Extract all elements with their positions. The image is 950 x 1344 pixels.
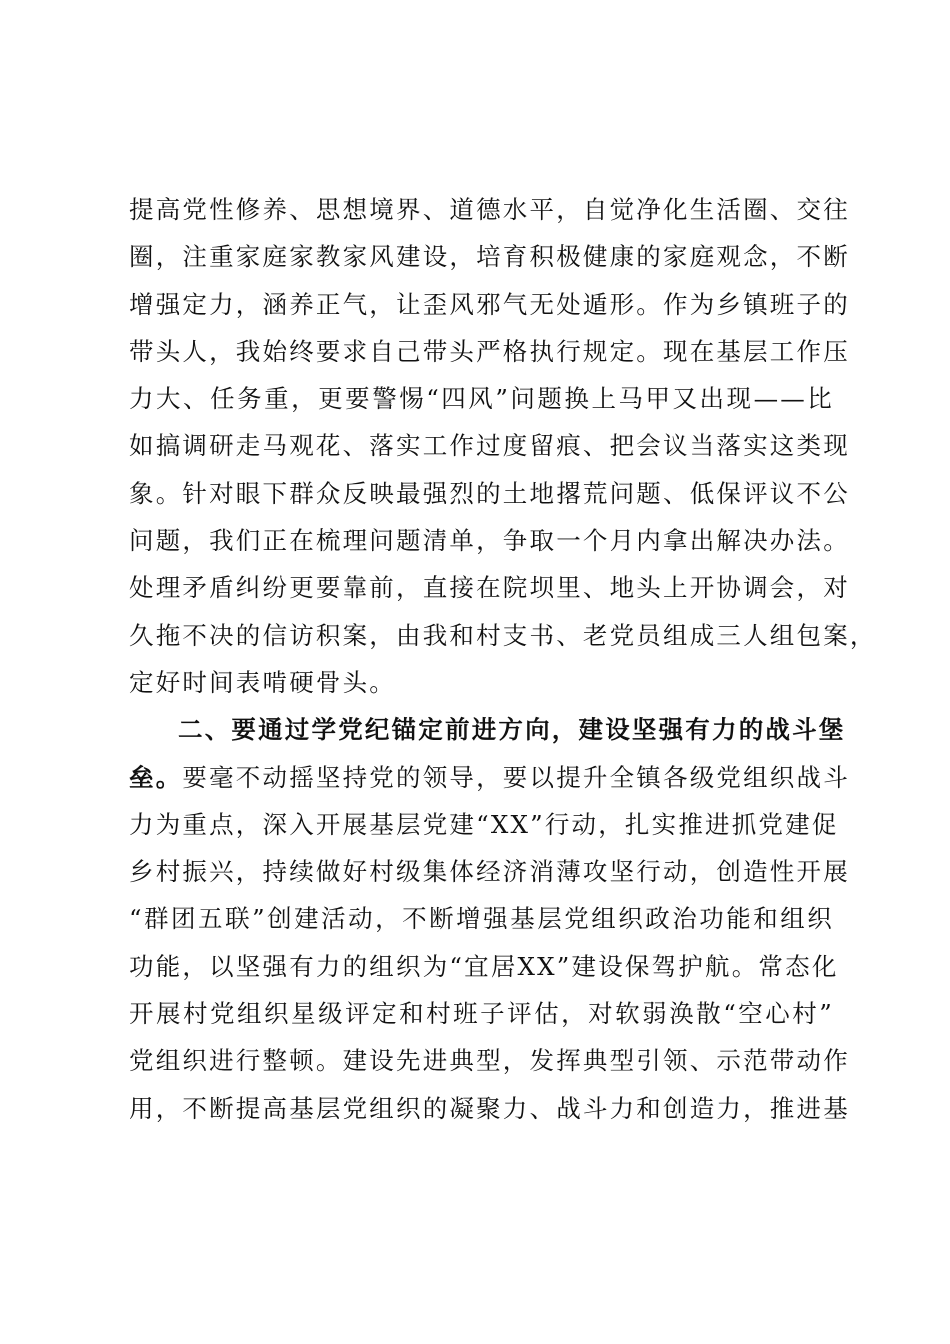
paragraph1-line-6: 如搞调研走马观花、落实工作过度留痕、把会议当落实这类现 [129, 431, 850, 461]
section-heading-line [129, 706, 846, 753]
section-heading-continued: 垒。 [129, 762, 183, 792]
paragraph1-line-8: 问题，我们正在梳理问题清单，争取一个月内拿出解决办法。 [129, 526, 850, 556]
document-body [129, 186, 877, 1132]
paragraph1-line-3: 增强定力，涵养正气，让歪风邪气无处遁形。作为乡镇班子的 [129, 289, 850, 319]
paragraph1-line-2: 圈，注重家庭家教家风建设，培育积极健康的家庭观念，不断 [129, 242, 850, 272]
paragraph2-line-5: 功能，以坚强有力的组织为“宜居XX”建设保驾护航。常态化 [129, 951, 839, 981]
paragraph2-line-8: 用，不断提高基层党组织的凝聚力、战斗力和创造力，推进基 [129, 1093, 850, 1123]
paragraph1-line-9: 处理矛盾纠纷更要靠前，直接在院坝里、地头上开协调会，对 [129, 573, 850, 603]
paragraph2-line-2: 力为重点，深入开展基层党建“XX”行动，扎实推进抓党建促 [129, 809, 839, 839]
paragraph1-line-7: 象。针对眼下群众反映最强烈的土地撂荒问题、低保评议不公 [129, 478, 850, 508]
paragraph2-line-7: 党组织进行整顿。建设先进典型，发挥典型引领、示范带动作 [129, 1046, 850, 1076]
paragraph2-line-6: 开展村党组织星级评定和村班子评估，对软弱涣散“空心村” [129, 999, 834, 1029]
paragraph1-line-5: 力大、任务重，更要警惕“四风”问题换上马甲又出现——比 [129, 384, 834, 414]
section-heading: 二、要通过学党纪锚定前进方向，建设坚强有力的战斗堡 [178, 715, 846, 745]
paragraph2-first-text: 要毫不动摇坚持党的领导，要以提升全镇各级党组织战斗 [182, 762, 850, 792]
paragraph2-line-1 [129, 754, 850, 801]
paragraph1-line-10: 久拖不决的信访积案，由我和村支书、老党员组成三人组包案， [129, 620, 877, 650]
paragraph1-line-1: 提高党性修养、思想境界、道德水平，自觉净化生活圈、交往 [129, 195, 850, 224]
paragraph1-line-11: 定好时间表啃硬骨头。 [129, 667, 396, 697]
paragraph2-line-3: 乡村振兴，持续做好村级集体经济消薄攻坚行动，创造性开展 [129, 857, 850, 887]
paragraph1-line-4: 带头人，我始终要求自己带头严格执行规定。现在基层工作压 [129, 336, 850, 366]
paragraph2-line-4: “群团五联”创建活动，不断增强基层党组织政治功能和组织 [129, 904, 834, 934]
